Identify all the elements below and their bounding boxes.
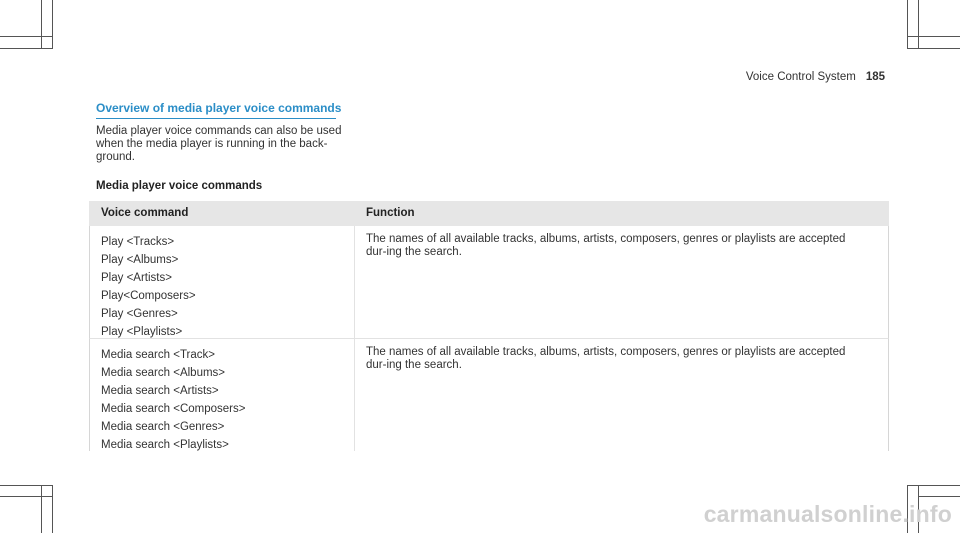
voice-command: Play<Composers>	[101, 290, 196, 302]
crop-mark	[41, 485, 42, 533]
voice-command: Media search <Artists>	[101, 385, 219, 397]
crop-mark	[0, 36, 52, 37]
crop-mark	[52, 0, 53, 48]
column-divider	[354, 339, 355, 451]
voice-commands-table	[89, 201, 889, 451]
crop-mark	[52, 485, 53, 533]
voice-command: Media search <Playlists>	[101, 439, 229, 451]
watermark: carmanualsonline.info	[703, 501, 952, 527]
table-title: Media player voice commands	[96, 180, 263, 192]
page-number: 185	[865, 71, 885, 83]
function-cell: The names of all available tracks, albums, artists, composers, genres or playlists are accepted dur-ing the search.	[366, 346, 846, 371]
crop-mark	[918, 496, 960, 497]
voice-command: Media search <Albums>	[101, 367, 226, 379]
voice-command: Play <Playlists>	[101, 326, 183, 338]
voice-command-cell	[101, 233, 346, 341]
voice-command: Media search <Track>	[101, 349, 215, 361]
section-title: Overview of media player voice commands	[96, 101, 336, 119]
voice-command: Play <Genres>	[101, 308, 178, 320]
column-header-voice-command: Voice command	[101, 207, 189, 219]
crop-mark	[0, 496, 52, 497]
column-divider	[354, 226, 355, 338]
crop-mark	[907, 48, 960, 49]
voice-command: Media search <Composers>	[101, 403, 246, 415]
voice-command-cell	[101, 346, 346, 454]
crop-mark	[0, 485, 53, 486]
voice-command: Media search <Genres>	[101, 421, 225, 433]
header-section-label: Voice Control System	[745, 71, 856, 83]
crop-mark	[907, 36, 960, 37]
table-header-row	[89, 201, 889, 226]
table-row	[89, 339, 889, 451]
crop-mark	[918, 0, 919, 48]
running-header	[746, 71, 885, 83]
crop-mark	[0, 48, 53, 49]
voice-command: Play <Tracks>	[101, 236, 175, 248]
function-cell: The names of all available tracks, albums, artists, composers, genres or playlists are accepted dur-ing the search.	[366, 233, 846, 258]
crop-mark	[907, 0, 908, 48]
crop-mark	[907, 485, 960, 486]
table-row	[89, 226, 889, 339]
intro-paragraph: Media player voice commands can also be used when the media player is running in the back-ground.	[96, 125, 342, 163]
crop-mark	[41, 0, 42, 48]
voice-command: Play <Artists>	[101, 272, 172, 284]
column-header-function: Function	[366, 207, 415, 219]
voice-command: Play <Albums>	[101, 254, 179, 266]
